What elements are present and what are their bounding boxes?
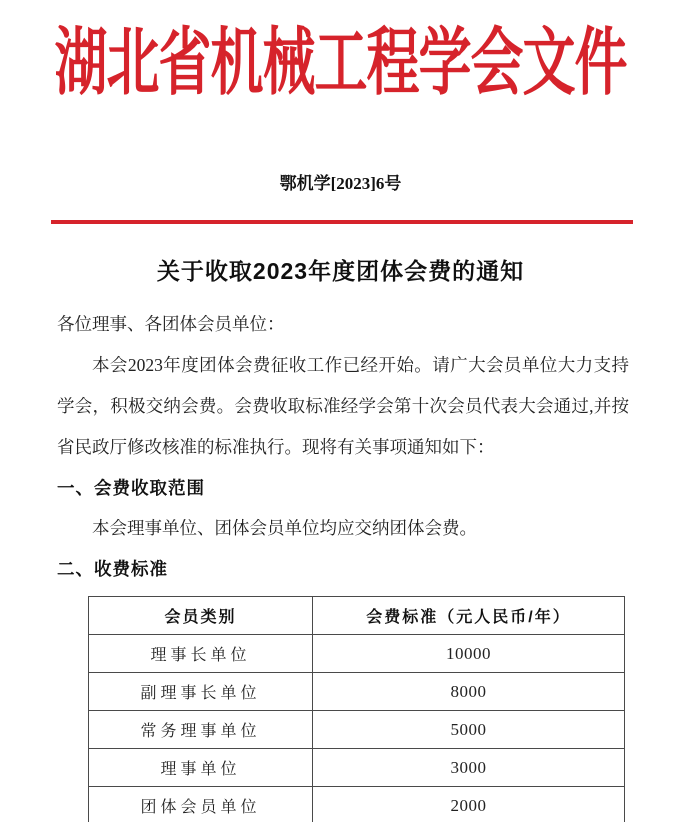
- letterhead-org-title: 湖北省机械工程学会文件: [54, 23, 627, 105]
- fee-amount-cell: 3000: [313, 749, 625, 787]
- salutation: 各位理事、各团体会员单位：: [57, 314, 285, 334]
- section2-heading: 二、收费标准: [57, 559, 168, 579]
- fee-table-row: [89, 711, 625, 749]
- fee-standard-table: [88, 596, 625, 822]
- fee-table-row: [89, 749, 625, 787]
- section1-body: 本会理事单位、团体会员单位均应交纳团体会费。: [92, 518, 477, 538]
- fee-table-row: [89, 673, 625, 711]
- fee-table-header-row: [89, 597, 625, 635]
- member-category-cell: 理事单位: [89, 749, 313, 787]
- fee-amount-cell: 2000: [313, 787, 625, 822]
- fee-amount-cell: 8000: [313, 673, 625, 711]
- fee-table-header-standard: 会费标准（元人民币/年）: [313, 597, 625, 635]
- member-category-cell: 副理事长单位: [89, 673, 313, 711]
- intro-paragraph: 本会2023年度团体会费征收工作已经开始。请广大会员单位大力支持学会，积极交纳会费。会费收取标准经学会第十次会员代表大会通过,并按省民政厅修改核准的标准执行。现将有关事项通知如下：: [57, 355, 629, 457]
- notice-title: 关于收取2023年度团体会费的通知: [156, 258, 525, 284]
- fee-table-row: [89, 635, 625, 673]
- member-category-cell: 团体会员单位: [89, 787, 313, 822]
- member-category-cell: 理事长单位: [89, 635, 313, 673]
- section1-heading: 一、会费收取范围: [57, 478, 205, 498]
- fee-table-header-category: 会员类别: [89, 597, 313, 635]
- fee-table-row: [89, 787, 625, 822]
- fee-amount-cell: 5000: [313, 711, 625, 749]
- fee-table-body: [89, 635, 625, 822]
- member-category-cell: 常务理事单位: [89, 711, 313, 749]
- notice-body: [57, 304, 629, 822]
- doc-number: 鄂机学[2023]6号: [279, 174, 402, 193]
- fee-amount-cell: 10000: [313, 635, 625, 673]
- letterhead-divider-rule: [51, 220, 633, 224]
